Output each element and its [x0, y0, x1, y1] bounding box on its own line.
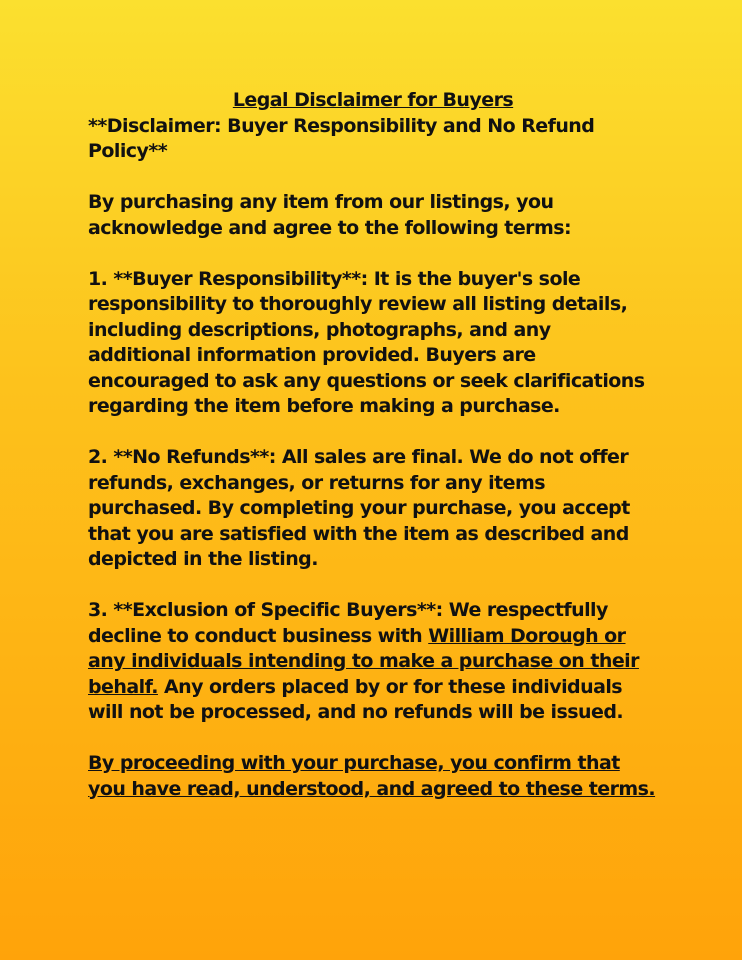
closing-statement: By proceeding with your purchase, you confirm that you have read, understood, and agreed to these terms. [88, 752, 656, 800]
document-title: Legal Disclaimer for Buyers [232, 89, 514, 111]
disclaimer-document [88, 88, 658, 828]
exclusion-paragraph [88, 598, 658, 726]
buyer-responsibility-paragraph: 1. **Buyer Responsibility**: It is the buyer's sole responsibility to thoroughly review all listing details, including descriptions, photographs, and any additional information provided. Buyers are encouraged to ask any questions or seek clarifications regarding the item before making a purchase. [88, 267, 645, 417]
no-refunds-paragraph: 2. **No Refunds**: All sales are final. We do not offer refunds, exchanges, or returns for any items purchased. By completing your purchase, you accept that you are satisfied with the item as described and depicted in the listing. [88, 446, 630, 570]
excluded-buyer-text: William Dorough or any individuals intending to make a purchase on their behalf. [88, 624, 639, 698]
intro-paragraph: By purchasing any item from our listings, you acknowledge and agree to the following terms: [88, 191, 572, 239]
document-subtitle: **Disclaimer: Buyer Responsibility and No Refund Policy** [88, 114, 595, 162]
exclusion-text-end: Any orders placed by or for these individuals will not be processed, and no refunds will be issued. [88, 675, 624, 723]
exclusion-text-start: 3. **Exclusion of Specific Buyers**: We respectfully decline to conduct business with [88, 599, 608, 647]
